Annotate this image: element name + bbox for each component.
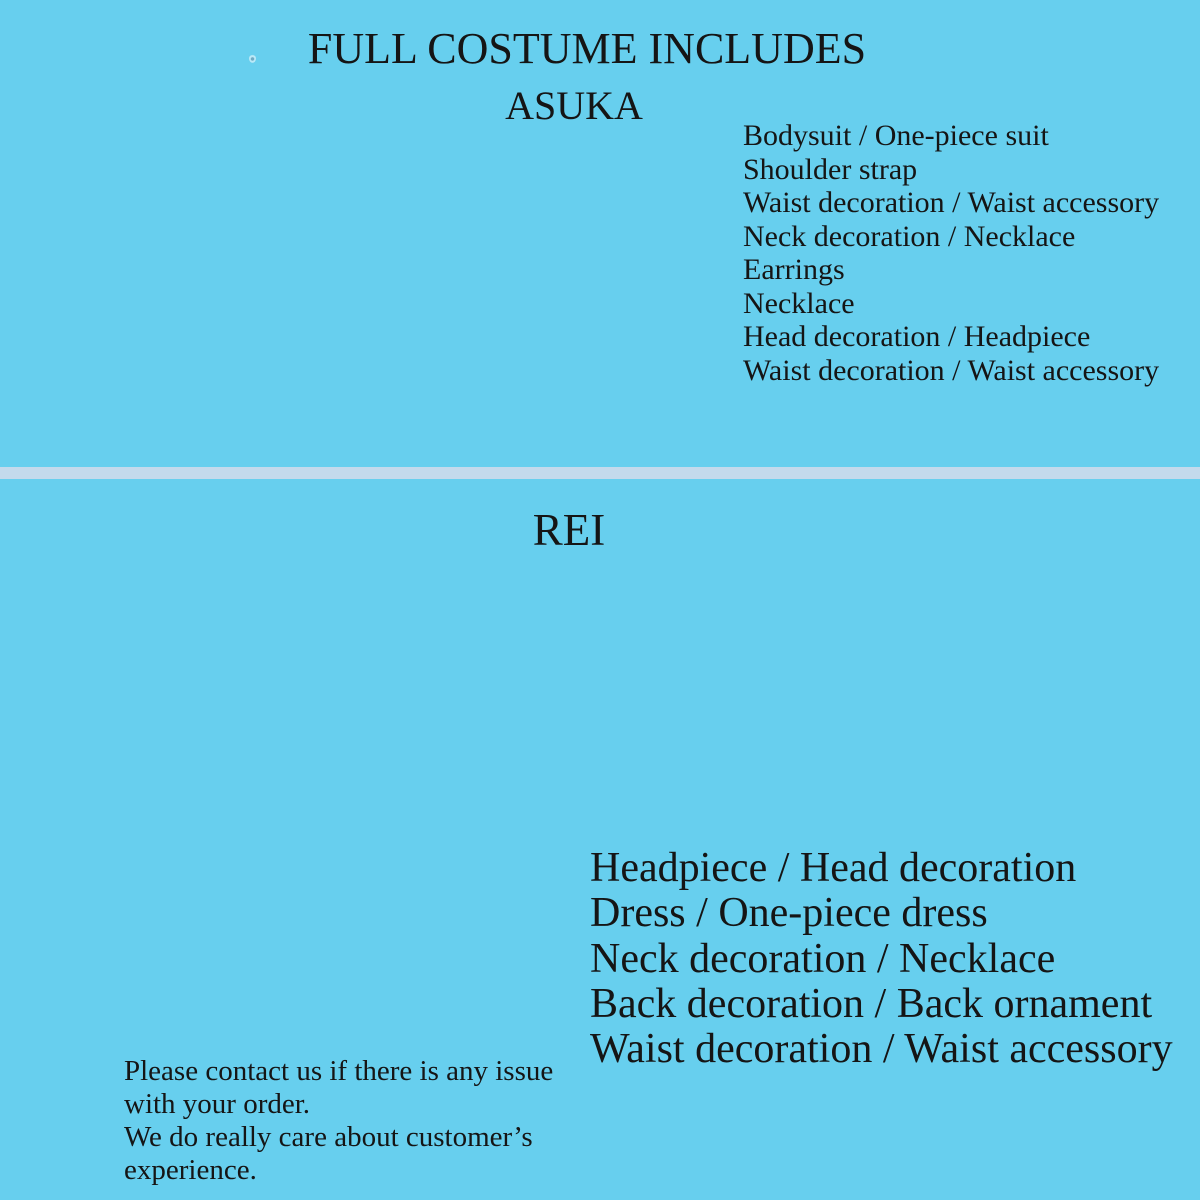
costume-item: Necklace bbox=[743, 286, 855, 320]
artifact-speck bbox=[249, 54, 256, 63]
note-line: experience. bbox=[124, 1154, 257, 1186]
costume-item: Bodysuit / One-piece suit bbox=[743, 119, 1049, 152]
costume-item: Dress / One-piece dress bbox=[590, 890, 988, 937]
costume-item: Neck decoration / Necklace bbox=[590, 935, 1056, 982]
customer-note bbox=[124, 1055, 553, 1187]
costume-item: Shoulder strap bbox=[743, 152, 918, 186]
section-heading-asuka: ASUKA bbox=[505, 83, 643, 128]
costume-item: Head decoration / Headpiece bbox=[743, 320, 1091, 353]
section-divider bbox=[0, 467, 1200, 479]
section-heading-rei: REI bbox=[532, 505, 606, 555]
costume-item: Back decoration / Back ornament bbox=[590, 980, 1153, 1027]
costume-item: Waist decoration / Waist accessory bbox=[590, 1026, 1173, 1073]
page-title: FULL COSTUME INCLUDES bbox=[307, 24, 867, 73]
asuka-items-list bbox=[743, 119, 1159, 387]
rei-items-list bbox=[590, 846, 1173, 1072]
costume-item: Waist decoration / Waist accessory bbox=[743, 186, 1160, 219]
note-line: with your order. bbox=[124, 1088, 311, 1120]
costume-item: Earrings bbox=[743, 253, 845, 286]
costume-item: Waist decoration / Waist accessory bbox=[743, 353, 1160, 387]
costume-item: Neck decoration / Necklace bbox=[743, 219, 1076, 253]
costume-item: Headpiece / Head decoration bbox=[590, 845, 1077, 891]
note-line: We do really care about customer’s bbox=[124, 1121, 533, 1153]
note-line: Please contact us if there is any issue bbox=[124, 1055, 554, 1087]
